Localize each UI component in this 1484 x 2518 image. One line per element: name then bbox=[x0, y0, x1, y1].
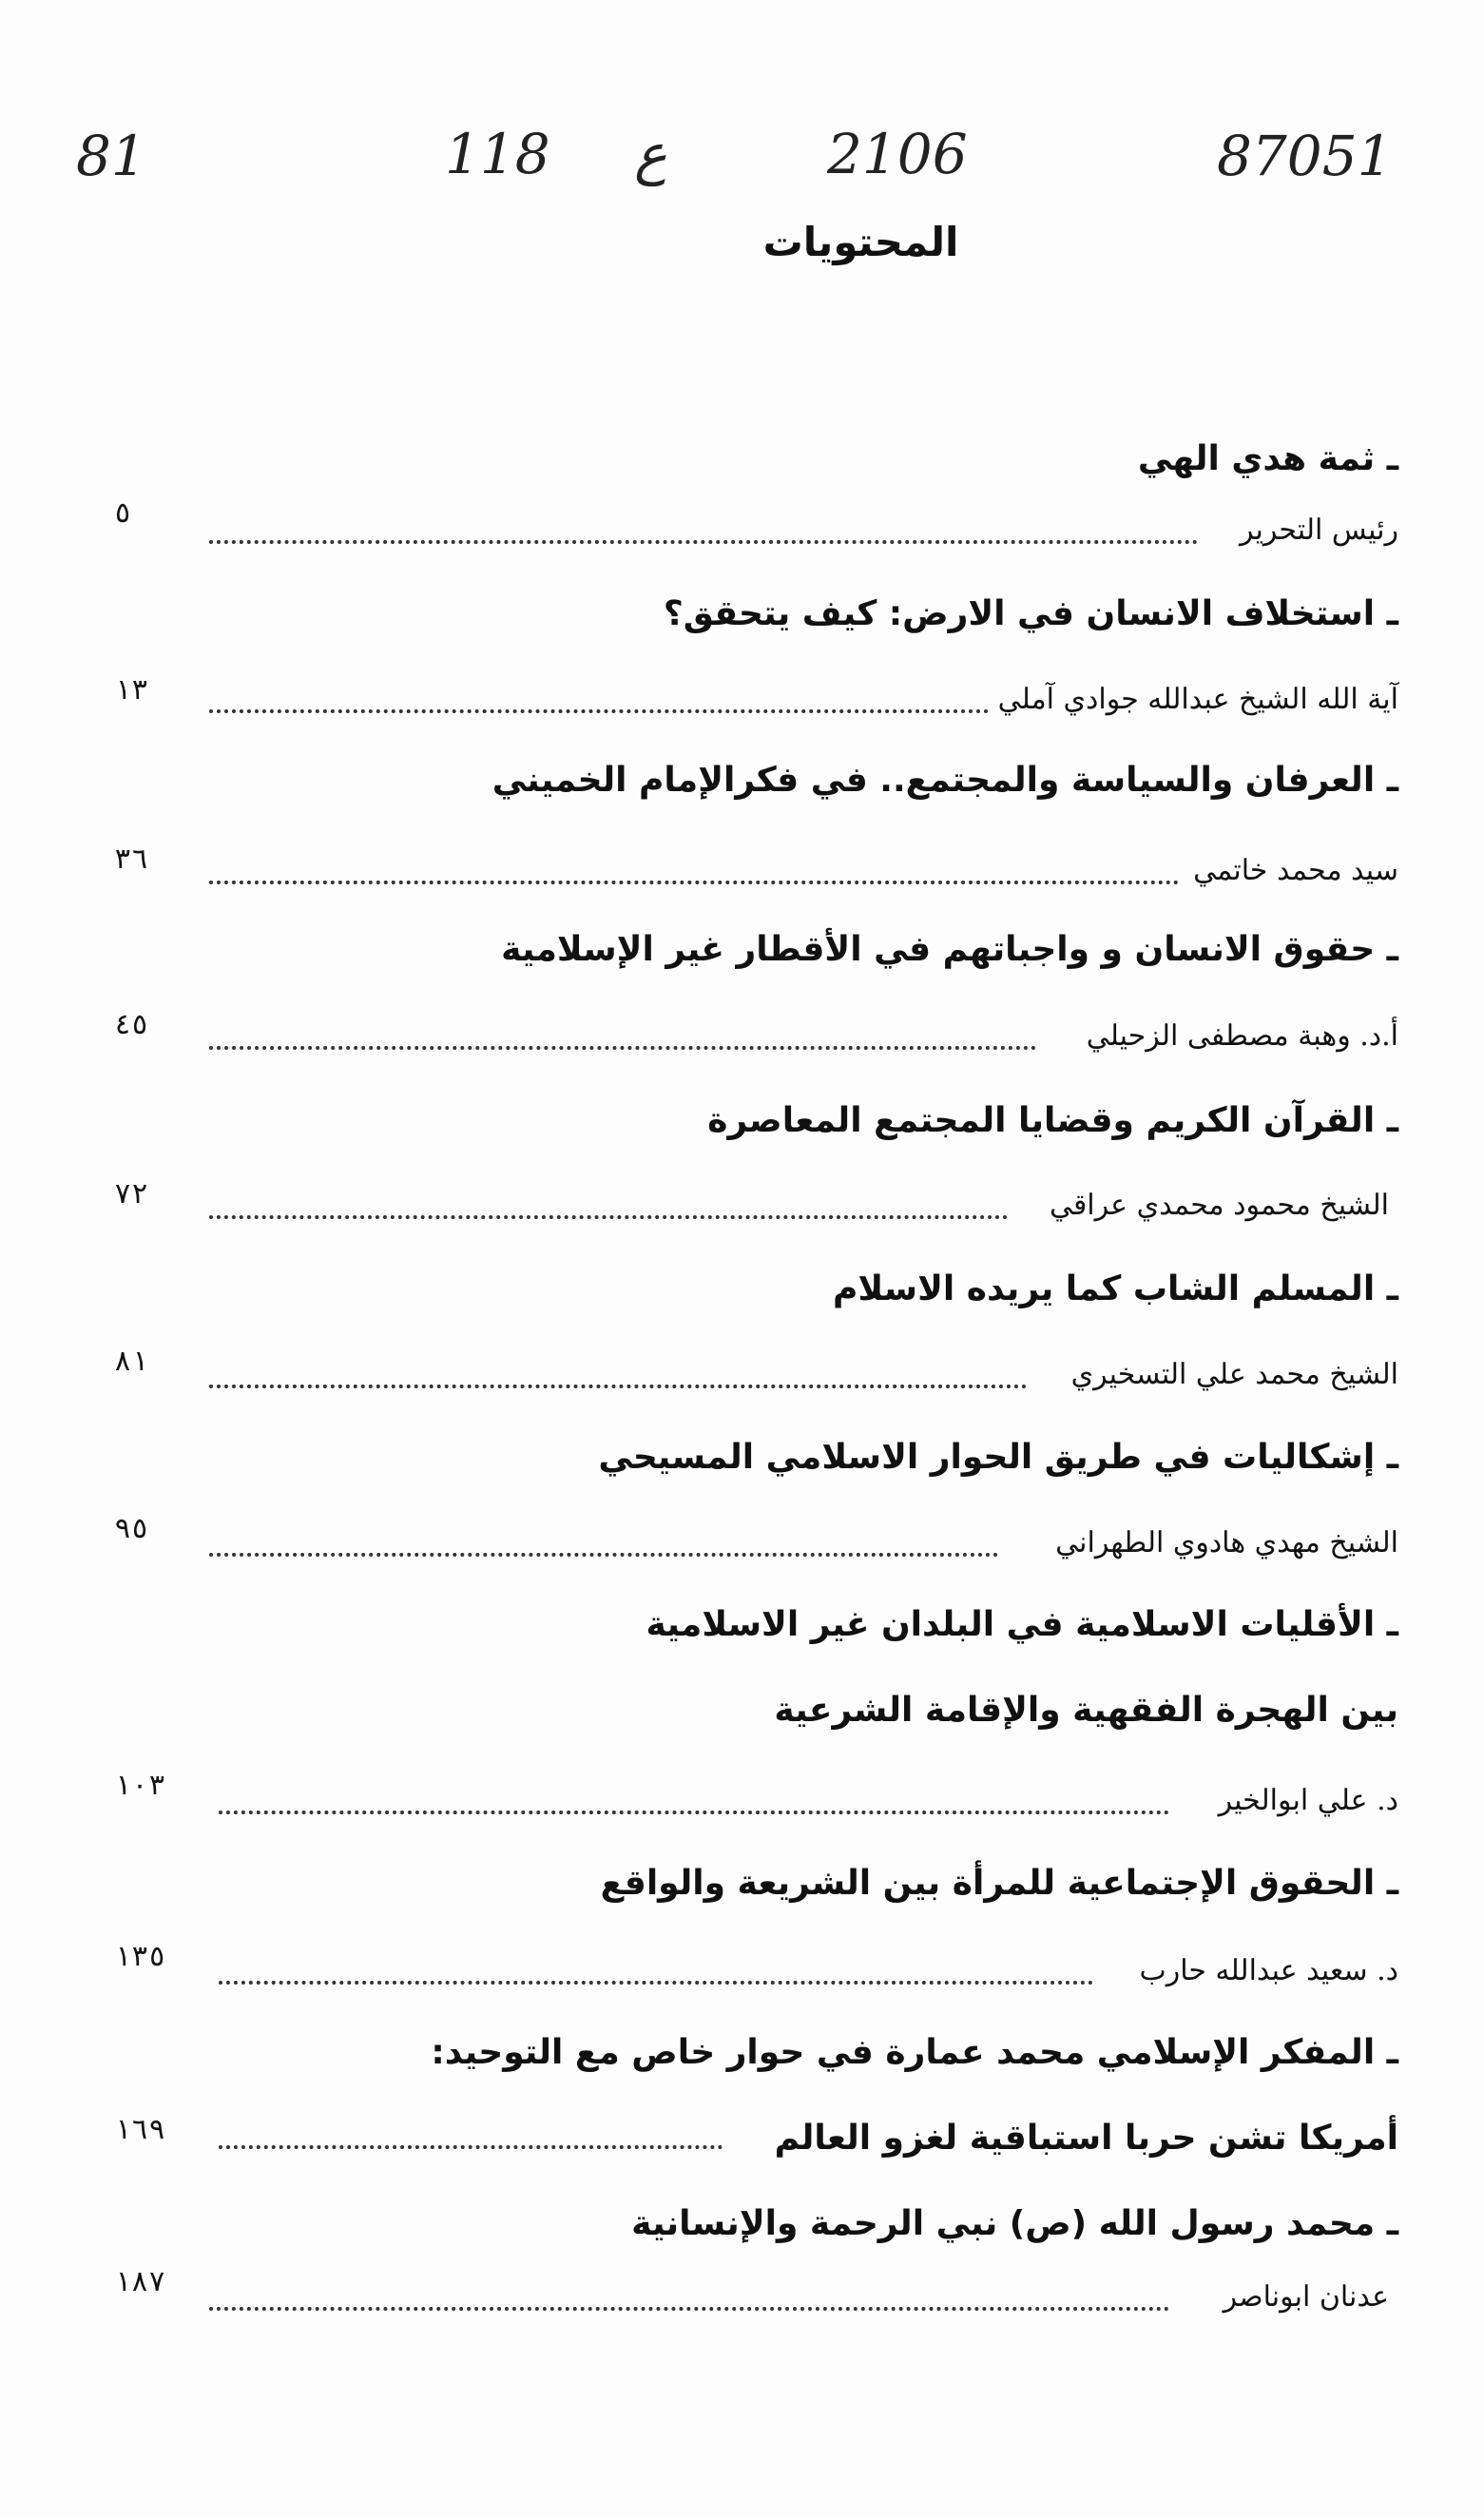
toc-author: الشيخ محمد علي التسخيري bbox=[1070, 1358, 1398, 1391]
toc-author: د. سعيد عبدالله حارب bbox=[1139, 1954, 1398, 1987]
handwritten-year-code: 2106 bbox=[827, 122, 968, 186]
handwritten-code-right: 87051 bbox=[1217, 124, 1393, 188]
dot-leader bbox=[209, 1027, 1036, 1050]
toc-page-number: ٧٢ bbox=[114, 1177, 149, 1211]
toc-page-number: ٩٥ bbox=[114, 1512, 149, 1545]
toc-heading: ـ إشكاليات في طريق الحوار الاسلامي المسيحي bbox=[598, 1438, 1398, 1477]
toc-heading: ـ الأقليات الاسلامية في البلدان غير الاسلامية bbox=[646, 1605, 1398, 1644]
toc-author: عدنان ابوناصر bbox=[1223, 2280, 1389, 2314]
toc-page-number: ١٠٣ bbox=[114, 1769, 166, 1802]
toc-heading: ـ ثمة هدي الهي bbox=[1137, 439, 1398, 478]
toc-heading: ـ حقوق الانسان و واجباتهم في الأقطار غير الإسلامية bbox=[501, 930, 1398, 969]
handwritten-code-mid-letter: ع bbox=[634, 122, 667, 186]
toc-heading: ـ المسلم الشاب كما يريده الاسلام bbox=[832, 1269, 1398, 1308]
toc-page-number: ١٦٩ bbox=[114, 2113, 166, 2146]
dot-leader bbox=[209, 1196, 1008, 1219]
toc-author: الشيخ مهدي هادوي الطهراني bbox=[1055, 1526, 1398, 1559]
toc-author: الشيخ محمود محمدي عراقي bbox=[1049, 1189, 1389, 1222]
toc-page-number: ٣٦ bbox=[114, 843, 149, 876]
dot-leader bbox=[209, 1366, 1027, 1388]
toc-heading: ـ العرفان والسياسة والمجتمع.. في فكرالإمام الخميني bbox=[491, 761, 1398, 800]
toc-heading: ـ محمد رسول الله (ص) نبي الرحمة والإنسانية bbox=[631, 2204, 1398, 2243]
toc-heading: ـ استخلاف الانسان في الارض: كيف يتحقق؟ bbox=[663, 594, 1398, 633]
dot-leader bbox=[209, 2288, 1169, 2311]
toc-author: د. علي ابوالخير bbox=[1218, 1784, 1398, 1817]
page-title: المحتويات bbox=[762, 219, 959, 265]
toc-page-number: ١٣٥ bbox=[114, 1940, 166, 1973]
toc-heading: ـ الحقوق الإجتماعية للمرأة بين الشريعة والواقع bbox=[600, 1864, 1398, 1903]
dot-leader bbox=[219, 2126, 723, 2149]
toc-heading-continuation: أمريكا تشن حربا استباقية لغزو العالم bbox=[774, 2119, 1398, 2158]
dot-leader bbox=[219, 1792, 1169, 1814]
toc-page-number: ١٨٧ bbox=[114, 2265, 166, 2298]
toc-page-number: ٥ bbox=[114, 496, 132, 530]
dot-leader bbox=[219, 1962, 1093, 1985]
toc-heading-continuation: بين الهجرة الفقهية والإقامة الشرعية bbox=[774, 1691, 1398, 1730]
toc-author: آية الله الشيخ عبدالله جوادي آملي bbox=[997, 683, 1398, 716]
toc-page-number: ٤٥ bbox=[114, 1008, 149, 1041]
toc-page-number: ١٣ bbox=[114, 673, 149, 707]
toc-author: سيد محمد خاتمي bbox=[1193, 854, 1398, 887]
toc-author: رئيس التحرير bbox=[1239, 513, 1398, 547]
toc-author: أ.د. وهبة مصطفى الزحيلي bbox=[1086, 1019, 1398, 1053]
dot-leader bbox=[209, 521, 1198, 544]
toc-page-number: ٨١ bbox=[114, 1345, 149, 1378]
handwritten-code-mid-number: 118 bbox=[445, 122, 550, 186]
dot-leader bbox=[209, 1534, 998, 1557]
dot-leader bbox=[209, 862, 1179, 884]
toc-heading: ـ المفكر الإسلامي محمد عمارة في حوار خاص مع التوحيد: bbox=[431, 2033, 1398, 2072]
dot-leader bbox=[209, 690, 989, 713]
handwritten-code-left: 81 bbox=[76, 124, 146, 188]
toc-heading: ـ القرآن الكريم وقضايا المجتمع المعاصرة bbox=[707, 1101, 1398, 1140]
